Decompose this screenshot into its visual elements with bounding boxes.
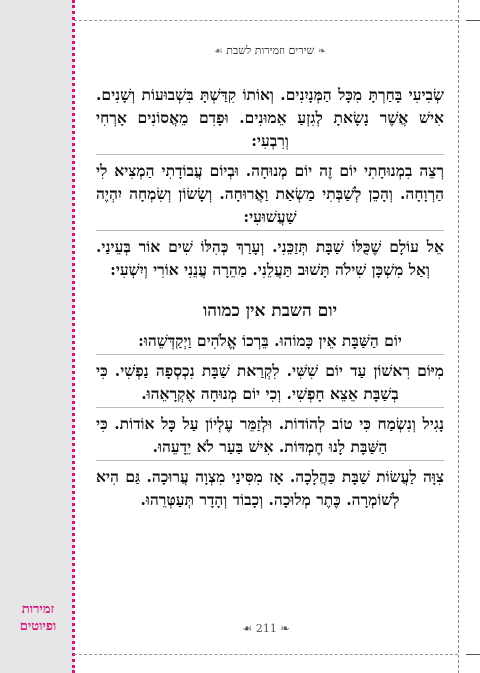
stanza: מִיּוֹם רִאשׁוֹן עַד יוֹם שִׁשִּׁי. לִקְרַאת שַׁבָּת נִכְסְפָה נַפְשִׁי. כִּי בְשַׁבָּת אֵצֵא חָפְשִׁי. וְכִי יוֹם מְנוּחָה אֶקְרָאֵהוּ.: [96, 354, 444, 405]
page-number: [74, 622, 458, 635]
crop-mark: [466, 654, 480, 655]
ornament-icon: ❧: [280, 622, 290, 635]
crop-mark: [466, 20, 480, 21]
page-trim-bottom: [74, 654, 458, 655]
stanza: רְצֵה בִמְנוּחָתִי יוֹם זֶה יוֹם מְנוּחָה. וּבְיוֹם עֲבוֹדָתִי הַמְצִיא לִי הַרְוָחָה. וְהָכֵן לְשַׁבְּתִי מַשְׂאַת וַאֲרוּחָה. וְשָׂשׂוֹן וְשִׂמְחָה יִהְיֶה שַׁעֲשׁוּעִי:: [96, 154, 444, 228]
stanza: שְׂבִיעִי בָּחַרְתָּ מִכָּל הַמְּנָיִנִים. וְאוֹתוֹ קִדַּשְׁתָּ בִּשְׁבוּעוֹת וְשָׁנִים. אִישׁ אֲשֶׁר נָשָׂאתָ לְגִזְעַ אֵמוּנִים. וּפָדִם מֵאֲסוֹנִים אָרְחִי וְרִבְעִי:: [96, 85, 444, 150]
page-trim-right: [458, 0, 459, 673]
running-head-text: שירים וזמירות לשבת: [226, 44, 315, 57]
section-side-label: [6, 601, 70, 635]
stanza: אֵל עוֹלָם שֶׁכֻּלּוֹ שַׁבָּת תְּזַכֵּנִי. וְעָרַךְ כְּהִלּוֹ שִׁים אוֹר בְּעֵינַי. וְאַל מִשְׁכָּן שִׁילֹה תָּשׁוּב תַּעֲלֵנִי. מַהֵרָה עֲנֵנִי אוֹרִי וְיִשְׁעִי:: [96, 230, 444, 281]
ornament-icon: ❧: [317, 46, 327, 57]
song-title: יום השבת אין כמוהו: [202, 301, 338, 321]
running-head: [96, 44, 444, 57]
side-dotted-rule: [72, 0, 75, 673]
page-number-value: 211: [255, 622, 277, 635]
stanza: נָגִיל וְנִשְׂמַח כִּי טוֹב לְהוֹדוֹת. וּלְזַמֵּר עֶלְיוֹן עַל כָּל אוֹדוֹת. כִּי הַשַּׁבָּת לָנוּ חֶמְדּוֹת. אִישׁ בַּעַר לֹא יֵדָעֵהוּ.: [96, 407, 444, 458]
ornament-icon: ☙: [242, 622, 253, 635]
stanza: יוֹם הַשַּׁבָּת אֵין כָּמוֹהוּ. בֵּרְכוֹ אֱלֹהִים וַיְקַדְּשֵׁהוּ:: [138, 331, 402, 350]
side-label-line-2: ופיוטים: [19, 619, 57, 634]
stanza: צִוָּה לַעֲשׂוֹת שַׁבָּת כַּהֲלָכָה. אָז מִסִּינַי מִצְוָה עֲרוּכָה. גַּם הִיא לְשׁוֹמְרָה. כֶּתֶר מְלוּכָה. וְכָבוֹד וְהָדָר תְּעַטְּרֵהוּ.: [96, 460, 444, 511]
page-content: [96, 44, 444, 511]
page-trim-top: [74, 20, 458, 21]
ornament-icon: ☙: [213, 46, 223, 57]
side-margin-strip: [0, 0, 74, 673]
side-label-line-1: זמירות: [21, 602, 55, 617]
